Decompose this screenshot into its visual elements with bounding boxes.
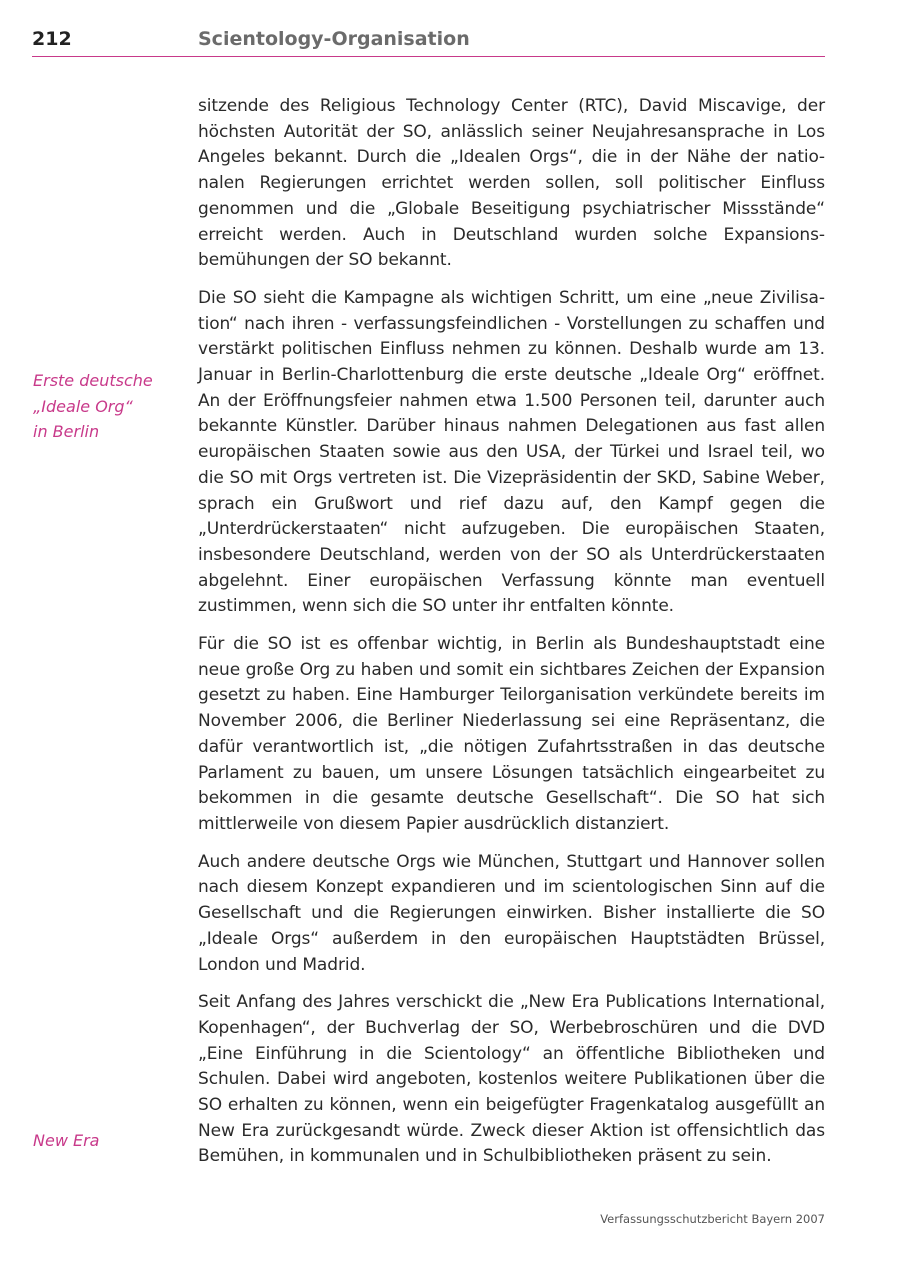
page-number: 212 xyxy=(32,28,72,50)
paragraph: Seit Anfang des Jahres verschickt die „New Era Publications International, Kopenhagen“, der Buchverlag der SO, Werbebroschüren und die DVD „Eine Einführung in die Scientology“ an öffentliche Bibliotheken und Schulen. Dabei wird angeboten, kostenlos weitere Publikationen über die SO erhalten zu können, wenn ein beigefügter Fragenkatalog ausgefüllt an New Era zurückgesandt würde. Zweck dieser Aktion ist offensichtlich das Bemühen, in kommunalen und in Schulbibliotheken präsent zu sein. xyxy=(198,992,825,1167)
margin-note-line: „Ideale Org“ xyxy=(33,396,133,416)
body-text xyxy=(198,94,825,1182)
paragraph: Die SO sieht die Kampagne als wichtigen Schritt, um eine „neue Zivilisation“ nach ihren - verfassungsfeindlichen - Vorstellungen zu schaffen und verstärkt politischen Einfluss nehmen zu können. Deshalb wurde am 13. Januar in Berlin-Charlottenburg die erste deutsche „Ideale Org“ eröffnet. An der Eröffnungsfeier nahmen etwa 1.500 Personen teil, darunter auch bekannte Künstler. Darüber hinaus nahmen Delegationen aus fast allen europäischen Staaten sowie aus den USA, der Türkei und Israel teil, wo die SO mit Orgs vertreten ist. Die Vizepräsidentin der SKD, Sabine Weber, sprach ein Grußwort und rief dazu auf, den Kampf gegen die „Unterdrückerstaaten“ nicht aufzugeben. Die europäischen Staaten, insbesondere Deutschland, werden von der SO als Unterdrückerstaaten abgelehnt. Einer europäischen Verfassung könnte man eventuell zustimmen, wenn sich die SO unter ihr entfalten könnte. xyxy=(198,287,825,617)
margin-note-line: in Berlin xyxy=(33,422,100,442)
paragraph: Auch andere deutsche Orgs wie München, Stuttgart und Hannover sollen nach diesem Konzept expandieren und im scientologischen Sinn auf die Gesellschaft und die Regierungen einwirken. Bisher installierte die SO „Ideale Orgs“ außerdem in den europäischen Hauptstädten Brüssel, London und Madrid. xyxy=(198,851,825,975)
margin-note-erste-ideale-org xyxy=(33,368,183,445)
page-footer: Verfassungsschutzbericht Bayern 2007 xyxy=(600,1212,825,1226)
margin-note-new-era xyxy=(33,1128,183,1154)
page-header xyxy=(32,26,825,57)
margin-note-line: Erste deutsche xyxy=(33,371,153,390)
paragraph: Für die SO ist es offenbar wichtig, in Berlin als Bundeshauptstadt eine neue große Org zu haben und somit ein sichtbares Zeichen der Expansion gesetzt zu haben. Eine Hamburger Teilorganisation verkündete bereits im November 2006, die Berliner Niederlassung sei eine Repräsentanz, die dafür verantwortlich ist, „die nötigen Zufahrtsstraßen in das deutsche Parlament zu bauen, um unsere Lösungen tatsächlich eingearbeitet zu bekommen in die gesamte deutsche Gesellschaft“. Die SO hat sich mittlerweile von diesem Papier ausdrücklich distanziert. xyxy=(198,634,825,834)
margin-note-line: New Era xyxy=(33,1131,100,1150)
paragraph: sitzende des Religious Technology Center (RTC), David Miscavige, der höchsten Autorität der SO, anlässlich seiner Neujahresansprache in Los Angeles bekannt. Durch die „Idealen Orgs“, die in der Nähe der nationalen Regierungen errichtet werden sollen, soll politischer Einfluss genommen und die „Globale Beseitigung psychiatrischer Missstände“ erreicht werden. Auch in Deutschland wurden solche Expansionsbemühungen der SO bekannt. xyxy=(198,96,825,271)
running-title: Scientology-Organisation xyxy=(198,28,470,50)
